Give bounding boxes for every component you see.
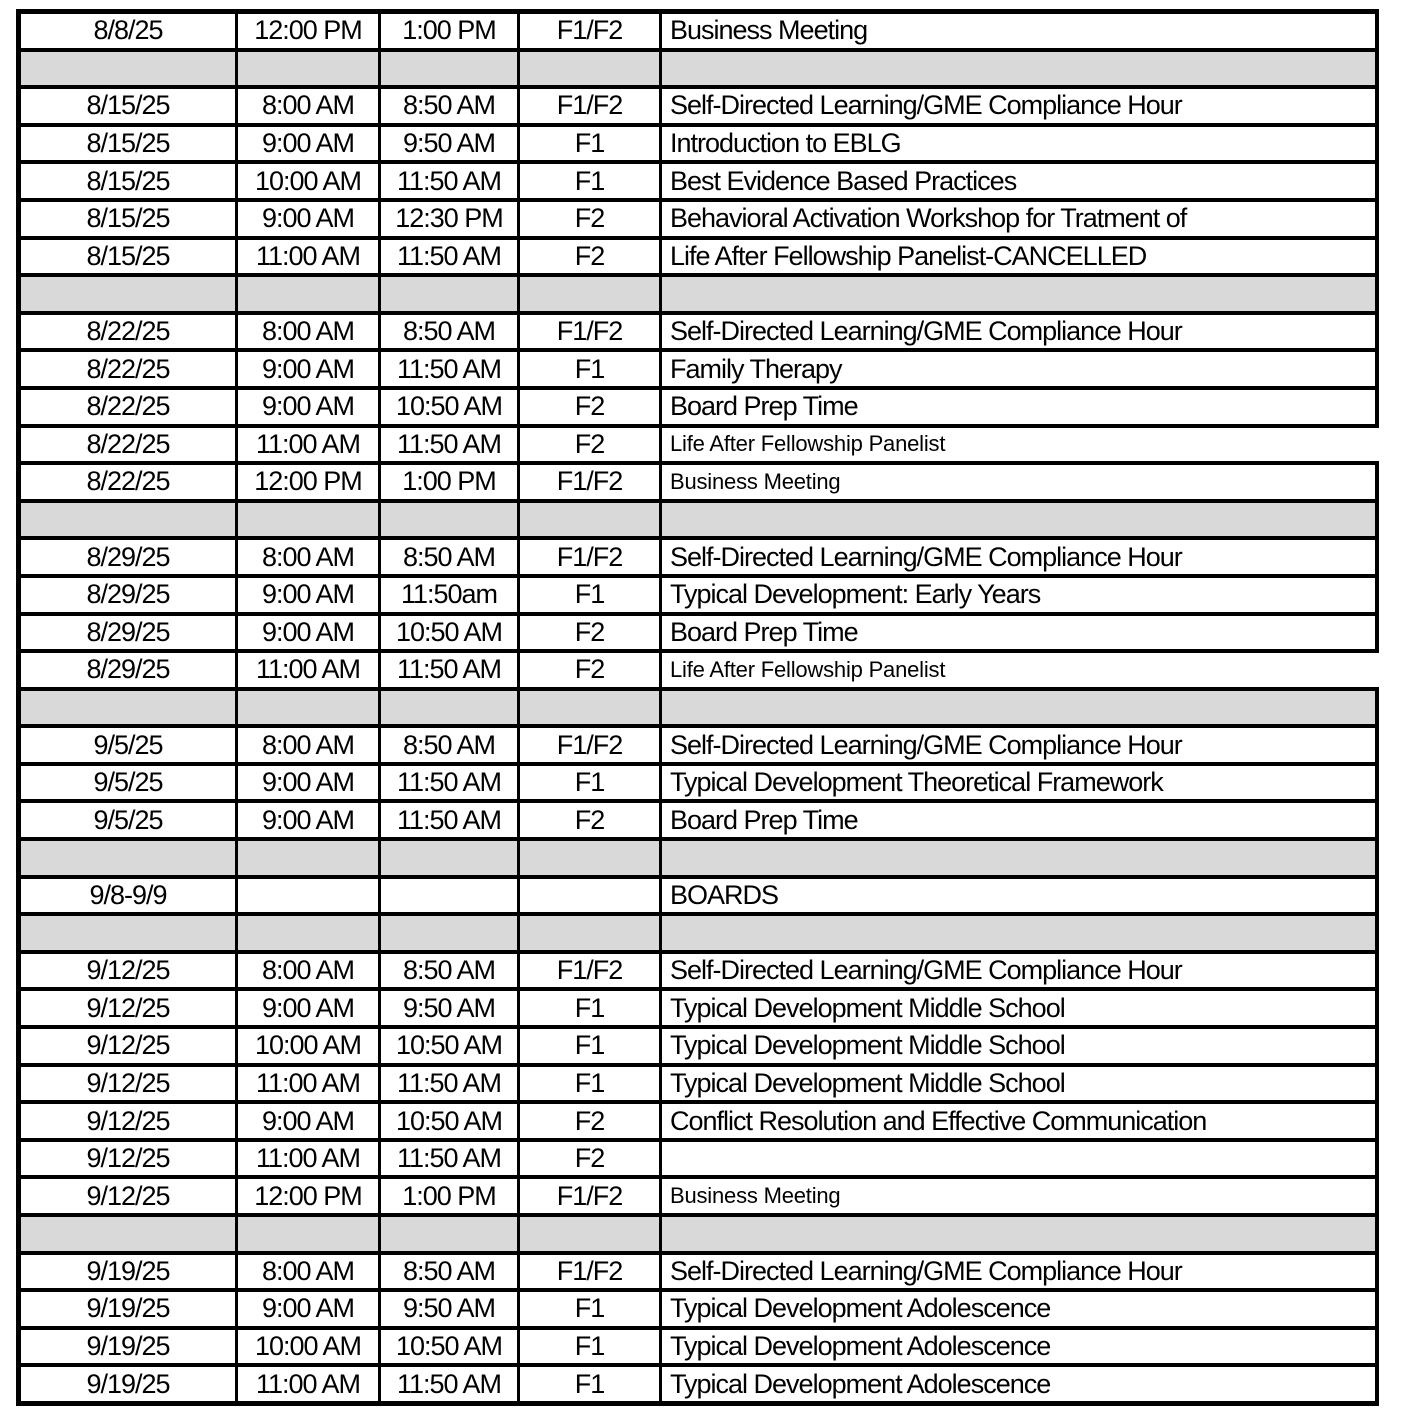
event-cell: Best Evidence Based Practices xyxy=(661,162,1377,200)
schedule-row xyxy=(19,726,1377,764)
end-time-cell: 9:50 AM xyxy=(380,1290,519,1328)
event-cell: Typical Development Theoretical Framework xyxy=(661,764,1377,802)
schedule-row xyxy=(19,614,1377,652)
start-time-cell: 9:00 AM xyxy=(237,614,380,652)
start-time-cell: 9:00 AM xyxy=(237,1102,380,1140)
start-time-cell: 9:00 AM xyxy=(237,388,380,426)
end-time-cell: 12:30 PM xyxy=(380,200,519,238)
date-cell: 8/29/25 xyxy=(19,614,237,652)
spacer-row xyxy=(19,689,1377,727)
event-cell: Business Meeting xyxy=(661,1177,1377,1215)
schedule-table xyxy=(16,9,1379,1406)
date-cell: 8/22/25 xyxy=(19,313,237,351)
spacer-cell xyxy=(19,50,237,88)
start-time-cell: 8:00 AM xyxy=(237,313,380,351)
schedule-row xyxy=(19,1027,1377,1065)
schedule-row xyxy=(19,1290,1377,1328)
spacer-cell xyxy=(519,275,661,313)
schedule-row xyxy=(19,1177,1377,1215)
spacer-row xyxy=(19,501,1377,539)
event-cell: Self-Directed Learning/GME Compliance Hour xyxy=(661,87,1377,125)
start-time-cell: 9:00 AM xyxy=(237,350,380,388)
group-cell: F2 xyxy=(519,388,661,426)
event-cell: Typical Development Adolescence xyxy=(661,1328,1377,1366)
group-cell xyxy=(519,877,661,915)
event-cell: Life After Fellowship Panelist xyxy=(661,651,1377,689)
event-cell: Self-Directed Learning/GME Compliance Hour xyxy=(661,952,1377,990)
start-time-cell: 12:00 PM xyxy=(237,1177,380,1215)
event-cell: Life After Fellowship Panelist-CANCELLED xyxy=(661,238,1377,276)
spacer-cell xyxy=(661,839,1377,877)
start-time-cell: 8:00 AM xyxy=(237,726,380,764)
group-cell: F2 xyxy=(519,238,661,276)
group-cell: F1 xyxy=(519,350,661,388)
date-cell: 8/22/25 xyxy=(19,350,237,388)
group-cell: F1/F2 xyxy=(519,538,661,576)
end-time-cell: 11:50 AM xyxy=(380,1065,519,1103)
start-time-cell xyxy=(237,877,380,915)
spacer-cell xyxy=(661,501,1377,539)
schedule-row xyxy=(19,538,1377,576)
schedule-row xyxy=(19,1365,1377,1403)
start-time-cell: 11:00 AM xyxy=(237,426,380,464)
spacer-cell xyxy=(19,839,237,877)
end-time-cell: 8:50 AM xyxy=(380,87,519,125)
schedule-row xyxy=(19,1328,1377,1366)
event-cell: Life After Fellowship Panelist xyxy=(661,426,1377,464)
group-cell: F1/F2 xyxy=(519,12,661,50)
start-time-cell: 9:00 AM xyxy=(237,576,380,614)
end-time-cell: 11:50 AM xyxy=(380,651,519,689)
schedule-row xyxy=(19,1140,1377,1178)
group-cell: F1/F2 xyxy=(519,313,661,351)
schedule-row xyxy=(19,238,1377,276)
start-time-cell: 11:00 AM xyxy=(237,238,380,276)
start-time-cell: 8:00 AM xyxy=(237,87,380,125)
date-cell: 9/12/25 xyxy=(19,1177,237,1215)
start-time-cell: 9:00 AM xyxy=(237,200,380,238)
group-cell: F1/F2 xyxy=(519,952,661,990)
date-cell: 8/29/25 xyxy=(19,538,237,576)
schedule-row xyxy=(19,651,1377,689)
schedule-row xyxy=(19,12,1377,50)
group-cell: F1 xyxy=(519,1290,661,1328)
group-cell: F1 xyxy=(519,1365,661,1403)
spacer-cell xyxy=(19,914,237,952)
schedule-row xyxy=(19,200,1377,238)
spacer-row xyxy=(19,914,1377,952)
date-cell: 8/15/25 xyxy=(19,162,237,200)
event-cell: Board Prep Time xyxy=(661,614,1377,652)
schedule-row xyxy=(19,162,1377,200)
end-time-cell: 8:50 AM xyxy=(380,1253,519,1291)
end-time-cell: 11:50 AM xyxy=(380,764,519,802)
spacer-cell xyxy=(380,50,519,88)
schedule-row xyxy=(19,87,1377,125)
end-time-cell: 11:50am xyxy=(380,576,519,614)
start-time-cell: 12:00 PM xyxy=(237,463,380,501)
end-time-cell: 9:50 AM xyxy=(380,989,519,1027)
schedule-row xyxy=(19,1065,1377,1103)
end-time-cell: 8:50 AM xyxy=(380,538,519,576)
start-time-cell: 8:00 AM xyxy=(237,1253,380,1291)
date-cell: 8/15/25 xyxy=(19,125,237,163)
end-time-cell: 10:50 AM xyxy=(380,1328,519,1366)
group-cell: F1 xyxy=(519,1065,661,1103)
event-cell: Typical Development Middle School xyxy=(661,1027,1377,1065)
start-time-cell: 11:00 AM xyxy=(237,1365,380,1403)
group-cell: F1/F2 xyxy=(519,1253,661,1291)
start-time-cell: 10:00 AM xyxy=(237,1027,380,1065)
spacer-cell xyxy=(237,501,380,539)
start-time-cell: 10:00 AM xyxy=(237,1328,380,1366)
end-time-cell xyxy=(380,877,519,915)
end-time-cell: 8:50 AM xyxy=(380,313,519,351)
start-time-cell: 9:00 AM xyxy=(237,1290,380,1328)
end-time-cell: 10:50 AM xyxy=(380,388,519,426)
spacer-cell xyxy=(237,689,380,727)
date-cell: 8/15/25 xyxy=(19,238,237,276)
spacer-cell xyxy=(237,275,380,313)
date-cell: 9/12/25 xyxy=(19,1140,237,1178)
spacer-cell xyxy=(661,50,1377,88)
date-cell: 9/12/25 xyxy=(19,989,237,1027)
spacer-row xyxy=(19,50,1377,88)
group-cell: F1/F2 xyxy=(519,726,661,764)
group-cell: F2 xyxy=(519,801,661,839)
group-cell: F1 xyxy=(519,1328,661,1366)
spacer-cell xyxy=(380,1215,519,1253)
date-cell: 9/8-9/9 xyxy=(19,877,237,915)
event-cell: Self-Directed Learning/GME Compliance Hour xyxy=(661,313,1377,351)
start-time-cell: 9:00 AM xyxy=(237,125,380,163)
event-cell: Introduction to EBLG xyxy=(661,125,1377,163)
event-cell: Typical Development Middle School xyxy=(661,989,1377,1027)
schedule-row xyxy=(19,764,1377,802)
schedule-row xyxy=(19,877,1377,915)
event-cell: Family Therapy xyxy=(661,350,1377,388)
date-cell: 8/8/25 xyxy=(19,12,237,50)
date-cell: 8/29/25 xyxy=(19,576,237,614)
schedule-row xyxy=(19,350,1377,388)
spacer-cell xyxy=(661,275,1377,313)
spacer-cell xyxy=(661,1215,1377,1253)
start-time-cell: 11:00 AM xyxy=(237,1140,380,1178)
schedule-row xyxy=(19,989,1377,1027)
spacer-cell xyxy=(237,839,380,877)
date-cell: 9/5/25 xyxy=(19,801,237,839)
date-cell: 9/19/25 xyxy=(19,1290,237,1328)
end-time-cell: 11:50 AM xyxy=(380,162,519,200)
date-cell: 8/15/25 xyxy=(19,87,237,125)
group-cell: F1 xyxy=(519,1027,661,1065)
end-time-cell: 11:50 AM xyxy=(380,350,519,388)
schedule-row xyxy=(19,426,1377,464)
start-time-cell: 9:00 AM xyxy=(237,801,380,839)
date-cell: 8/22/25 xyxy=(19,388,237,426)
group-cell: F1 xyxy=(519,576,661,614)
spacer-cell xyxy=(380,275,519,313)
schedule-row xyxy=(19,388,1377,426)
spacer-cell xyxy=(19,689,237,727)
spacer-cell xyxy=(19,275,237,313)
date-cell: 9/19/25 xyxy=(19,1365,237,1403)
end-time-cell: 11:50 AM xyxy=(380,426,519,464)
spacer-cell xyxy=(380,914,519,952)
group-cell: F1/F2 xyxy=(519,1177,661,1215)
event-cell: Typical Development: Early Years xyxy=(661,576,1377,614)
end-time-cell: 11:50 AM xyxy=(380,1365,519,1403)
schedule-row xyxy=(19,1253,1377,1291)
spacer-cell xyxy=(237,914,380,952)
end-time-cell: 1:00 PM xyxy=(380,463,519,501)
start-time-cell: 10:00 AM xyxy=(237,162,380,200)
start-time-cell: 11:00 AM xyxy=(237,1065,380,1103)
end-time-cell: 1:00 PM xyxy=(380,12,519,50)
event-cell: Self-Directed Learning/GME Compliance Hour xyxy=(661,726,1377,764)
schedule-row xyxy=(19,801,1377,839)
end-time-cell: 11:50 AM xyxy=(380,801,519,839)
spacer-cell xyxy=(19,1215,237,1253)
group-cell: F1 xyxy=(519,162,661,200)
group-cell: F1/F2 xyxy=(519,463,661,501)
spacer-cell xyxy=(380,839,519,877)
event-cell: Typical Development Middle School xyxy=(661,1065,1377,1103)
start-time-cell: 12:00 PM xyxy=(237,12,380,50)
spacer-cell xyxy=(519,1215,661,1253)
end-time-cell: 8:50 AM xyxy=(380,726,519,764)
spacer-cell xyxy=(519,839,661,877)
event-cell: Typical Development Adolescence xyxy=(661,1365,1377,1403)
date-cell: 9/5/25 xyxy=(19,764,237,802)
group-cell: F1 xyxy=(519,989,661,1027)
schedule-row xyxy=(19,463,1377,501)
event-cell: Self-Directed Learning/GME Compliance Hour xyxy=(661,538,1377,576)
end-time-cell: 10:50 AM xyxy=(380,1027,519,1065)
end-time-cell: 9:50 AM xyxy=(380,125,519,163)
date-cell: 8/29/25 xyxy=(19,651,237,689)
schedule-row xyxy=(19,125,1377,163)
spacer-cell xyxy=(519,501,661,539)
schedule-row xyxy=(19,313,1377,351)
spacer-row xyxy=(19,839,1377,877)
date-cell: 9/19/25 xyxy=(19,1328,237,1366)
event-cell: Board Prep Time xyxy=(661,801,1377,839)
event-cell: Business Meeting xyxy=(661,12,1377,50)
spacer-cell xyxy=(237,50,380,88)
spacer-cell xyxy=(380,689,519,727)
date-cell: 9/5/25 xyxy=(19,726,237,764)
group-cell: F2 xyxy=(519,1140,661,1178)
date-cell: 8/22/25 xyxy=(19,463,237,501)
group-cell: F2 xyxy=(519,426,661,464)
spacer-cell xyxy=(519,689,661,727)
end-time-cell: 8:50 AM xyxy=(380,952,519,990)
date-cell: 8/22/25 xyxy=(19,426,237,464)
start-time-cell: 11:00 AM xyxy=(237,651,380,689)
group-cell: F2 xyxy=(519,200,661,238)
end-time-cell: 11:50 AM xyxy=(380,1140,519,1178)
date-cell: 9/12/25 xyxy=(19,1027,237,1065)
date-cell: 9/12/25 xyxy=(19,1102,237,1140)
group-cell: F1 xyxy=(519,764,661,802)
event-cell: Conflict Resolution and Effective Communication xyxy=(661,1102,1377,1140)
spacer-cell xyxy=(661,689,1377,727)
spacer-row xyxy=(19,1215,1377,1253)
spacer-cell xyxy=(661,914,1377,952)
event-cell: Self-Directed Learning/GME Compliance Hour xyxy=(661,1253,1377,1291)
group-cell: F2 xyxy=(519,614,661,652)
event-cell: Behavioral Activation Workshop for Tratment of xyxy=(661,200,1377,238)
date-cell: 9/19/25 xyxy=(19,1253,237,1291)
spacer-cell xyxy=(519,50,661,88)
start-time-cell: 8:00 AM xyxy=(237,538,380,576)
event-cell: BOARDS xyxy=(661,877,1377,915)
start-time-cell: 8:00 AM xyxy=(237,952,380,990)
schedule-row xyxy=(19,576,1377,614)
spacer-cell xyxy=(380,501,519,539)
schedule-row xyxy=(19,952,1377,990)
group-cell: F1/F2 xyxy=(519,87,661,125)
date-cell: 8/15/25 xyxy=(19,200,237,238)
spacer-row xyxy=(19,275,1377,313)
event-cell: Typical Development Adolescence xyxy=(661,1290,1377,1328)
spacer-cell xyxy=(519,914,661,952)
start-time-cell: 9:00 AM xyxy=(237,764,380,802)
end-time-cell: 10:50 AM xyxy=(380,614,519,652)
event-cell: Business Meeting xyxy=(661,463,1377,501)
event-cell: Board Prep Time xyxy=(661,388,1377,426)
schedule-table-body xyxy=(19,12,1377,1404)
group-cell: F1 xyxy=(519,125,661,163)
schedule-row xyxy=(19,1102,1377,1140)
end-time-cell: 1:00 PM xyxy=(380,1177,519,1215)
group-cell: F2 xyxy=(519,651,661,689)
date-cell: 9/12/25 xyxy=(19,952,237,990)
event-cell xyxy=(661,1140,1377,1178)
end-time-cell: 11:50 AM xyxy=(380,238,519,276)
spacer-cell xyxy=(19,501,237,539)
end-time-cell: 10:50 AM xyxy=(380,1102,519,1140)
start-time-cell: 9:00 AM xyxy=(237,989,380,1027)
spacer-cell xyxy=(237,1215,380,1253)
date-cell: 9/12/25 xyxy=(19,1065,237,1103)
group-cell: F2 xyxy=(519,1102,661,1140)
